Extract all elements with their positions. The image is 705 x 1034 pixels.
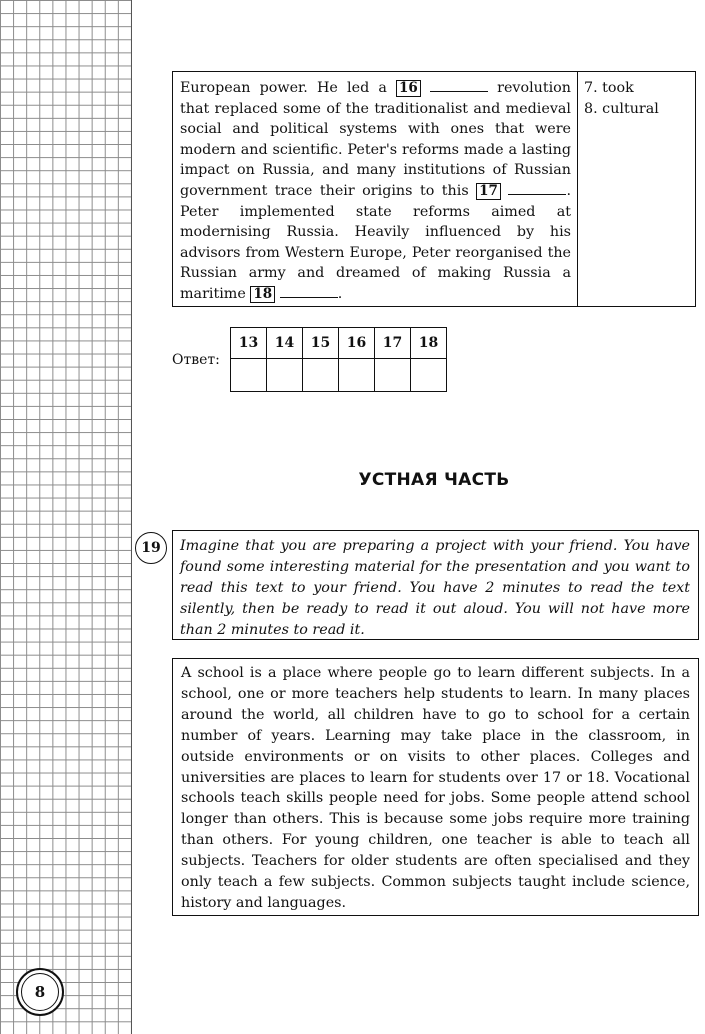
answer-cell[interactable] — [375, 359, 411, 392]
passage-part-2: revolution that replaced some of the traditionalist and medieval social and political systems with ones that were modern and scientific. Peter's reforms made a lasting impact on Russia, and many institutions of Russian government trace their origins to this — [180, 80, 572, 199]
passage-part-3: . Peter implemented state reforms aimed at modernising Russia. Heavily influenced by his advisors from Western Europe, Peter reorganised the Russian army and dreamed of making Russia a maritime — [180, 182, 571, 302]
gap-blank-18 — [280, 285, 338, 298]
reading-text: A school is a place where people go to learn different subjects. In a school, one or more teachers help students to learn. In many places around the world, all children have to go to school for a certain number of years. Learning may take place in the classroom, in outside environments or on visits to other places. Colleges and universities are places to learn for students over 17 or 18. Vocational schools teach skills people need for jobs. Some people attend school longer than others. This is because some jobs require more training than others. For young children, one teacher is able to teach all subjects. Teachers for older students are often specialised and they only teach a few subjects. Common subjects taught include science, history and languages. — [172, 658, 699, 916]
section-title: УСТНАЯ ЧАСТЬ — [358, 470, 510, 490]
answer-cell[interactable] — [303, 359, 339, 392]
task-instruction: Imagine that you are preparing a project with your friend. You have found some interesting material for the presentation and you want to read this text to your friend. You have 2 minutes to read the text silently, then be ready to read it out aloud. You will not have more than 2 minutes to read it. — [172, 530, 699, 640]
option-item: 8. cultural — [584, 100, 659, 117]
word-options — [578, 72, 695, 312]
answer-table — [230, 327, 447, 392]
answer-column-header: 17 — [375, 328, 411, 359]
option-item: 7. took — [584, 80, 634, 96]
answer-column-header: 18 — [411, 328, 447, 359]
grid-margin — [0, 0, 132, 1034]
page-number — [16, 968, 64, 1016]
gap-blank-17 — [508, 182, 566, 195]
answer-column-header: 14 — [267, 328, 303, 359]
answer-column-header: 15 — [303, 328, 339, 359]
answer-cell[interactable] — [231, 359, 267, 392]
gap-number-16: 16 — [396, 80, 421, 97]
answer-cell[interactable] — [339, 359, 375, 392]
top-passage — [173, 72, 578, 306]
passage-part-4: . — [337, 285, 343, 302]
answer-label: Ответ: — [172, 352, 220, 368]
passage-part-1: European power. He led a — [180, 80, 387, 96]
gap-number-17: 17 — [476, 183, 501, 200]
answer-column-header: 13 — [231, 328, 267, 359]
answer-cell[interactable] — [267, 359, 303, 392]
answer-cell[interactable] — [411, 359, 447, 392]
task-number-badge: 19 — [135, 532, 167, 564]
gap-blank-16 — [430, 79, 488, 92]
gap-fill-task-box — [172, 71, 696, 307]
gap-number-18: 18 — [250, 286, 275, 303]
page-number-label: 8 — [34, 983, 46, 1001]
answer-column-header: 16 — [339, 328, 375, 359]
